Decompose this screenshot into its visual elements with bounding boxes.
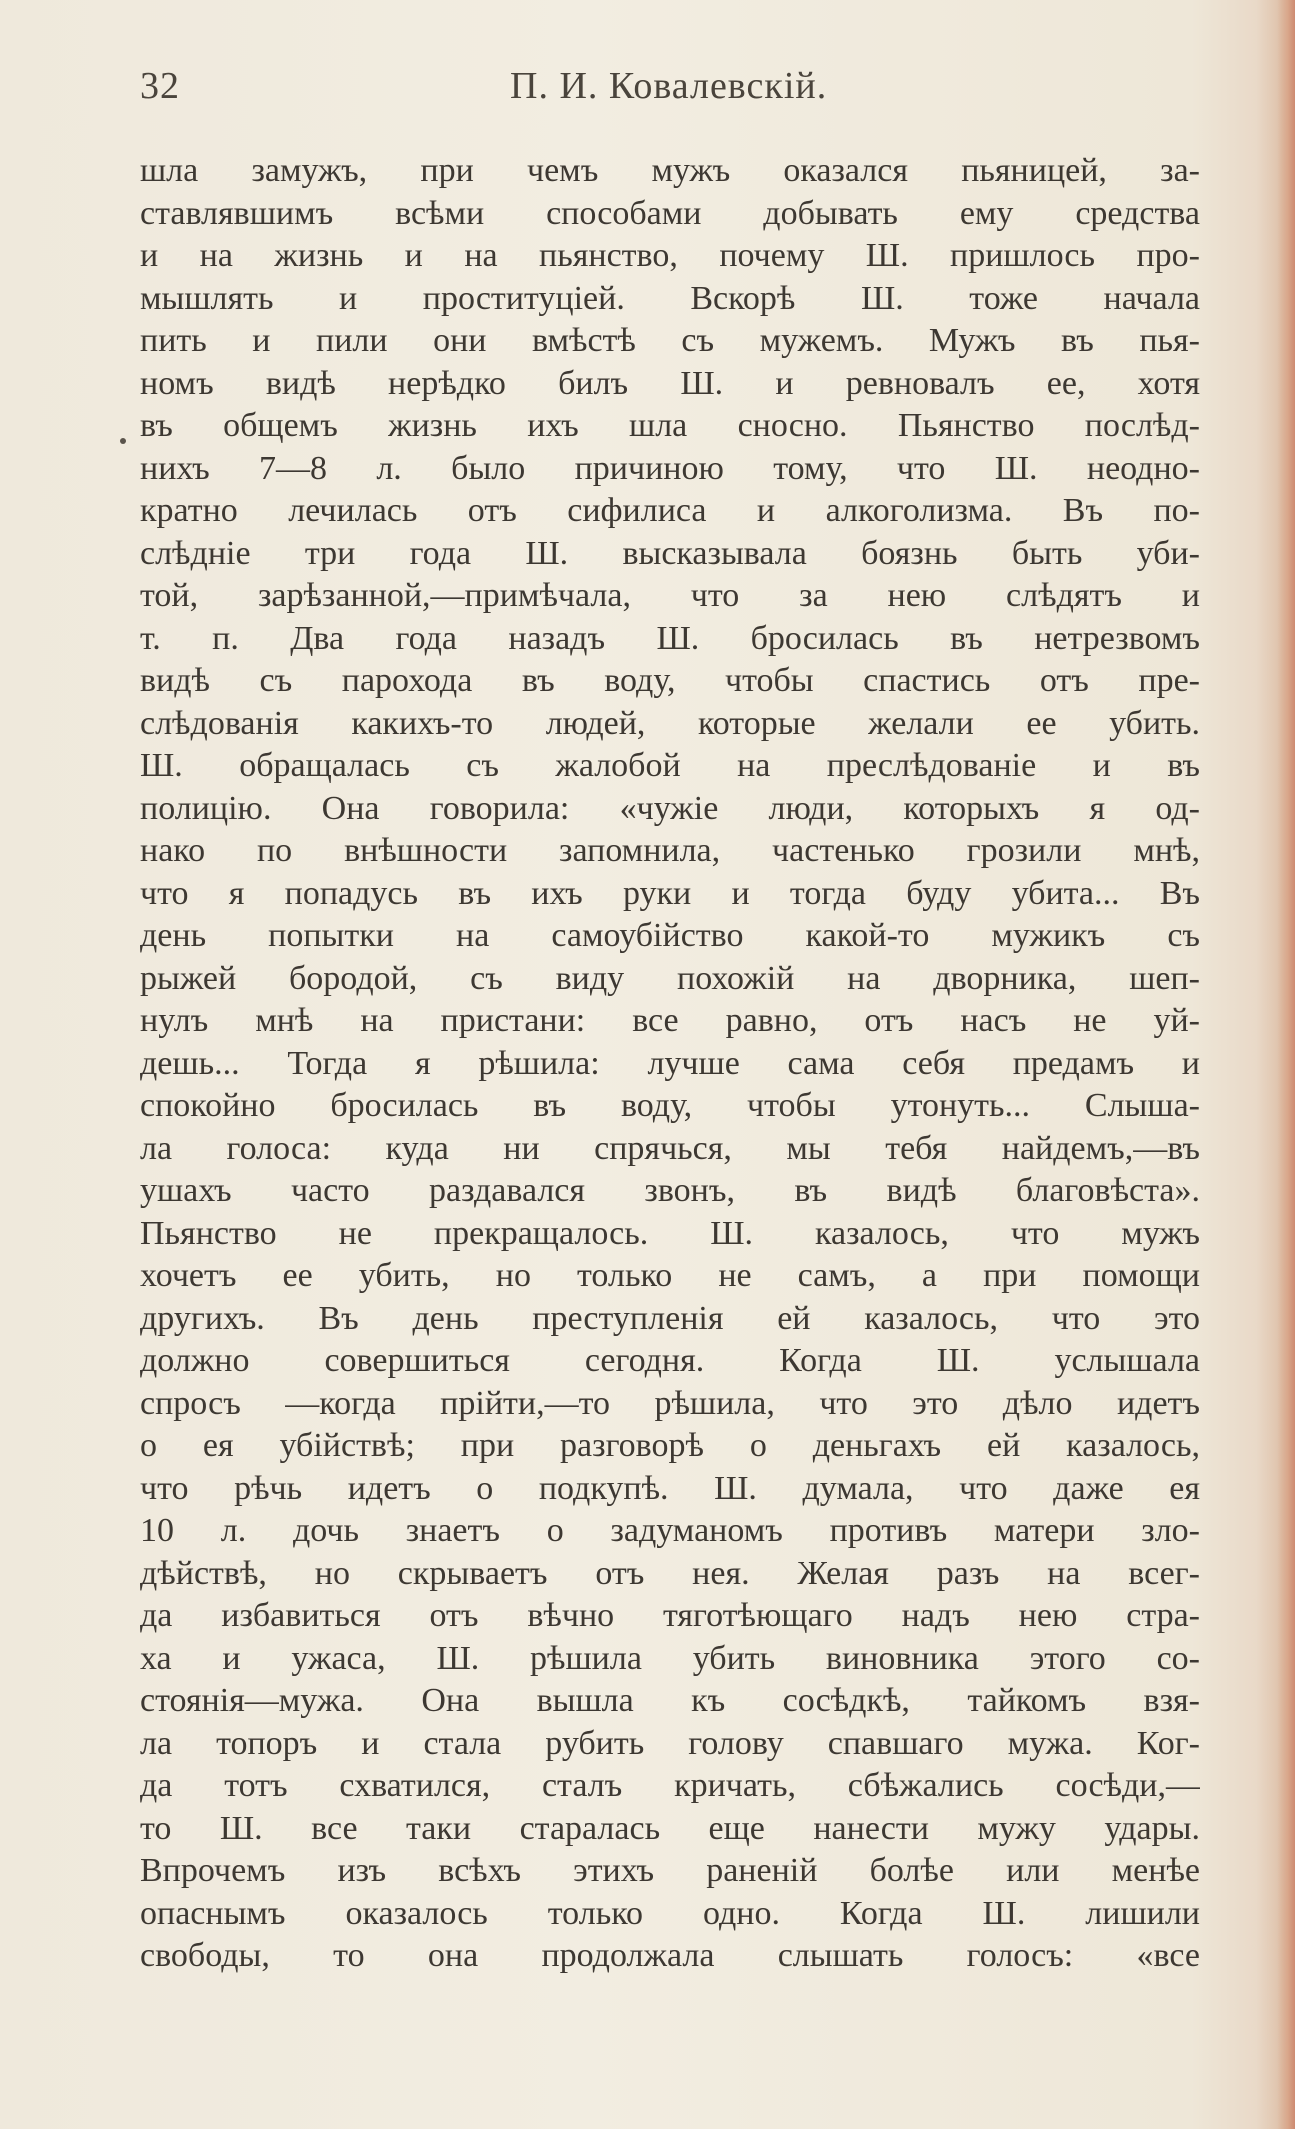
text-line: ха и ужаса, Ш. рѣшила убить виновника этого со- [140, 1639, 1200, 1677]
text-line: номъ видѣ нерѣдко билъ Ш. и ревновалъ ее, хотя [140, 364, 1200, 402]
text-line: дешь... Тогда я рѣшила: лучше сама себя предамъ и [140, 1044, 1200, 1082]
text-line: дѣйствѣ, но скрываетъ отъ нея. Желая разъ на всег- [140, 1554, 1200, 1592]
text-line: да избавиться отъ вѣчно тяготѣющаго надъ нею стра- [140, 1597, 1200, 1634]
text-line: Впрочемъ изъ всѣхъ этихъ раненій болѣе или менѣе [140, 1852, 1200, 1889]
text-line: стоянія—мужа. Она вышла къ сосѣдкѣ, тайкомъ взя- [140, 1682, 1200, 1719]
text-line: должно совершиться сегодня. Когда Ш. услышала [140, 1342, 1200, 1379]
text-line: той, зарѣзанной,—примѣчала, что за нею слѣдятъ и [140, 577, 1200, 614]
text-line: ушахъ часто раздавался звонъ, въ видѣ благовѣста». [140, 1172, 1200, 1209]
text-line: Ш. обращалась съ жалобой на преслѣдованіе и въ [140, 747, 1200, 784]
text-line: свободы, то она продолжала слышать голосъ: «все [140, 1937, 1200, 1974]
text-line: мышлять и проституціей. Вскорѣ Ш. тоже начала [140, 279, 1200, 317]
text-line: что я попадусь въ ихъ руки и тогда буду убита... Въ [140, 874, 1200, 912]
text-line: то Ш. все таки старалась еще нанести мужу удары. [140, 1809, 1200, 1847]
text-line: опаснымъ оказалось только одно. Когда Ш. лишили [140, 1894, 1200, 1932]
text-line: нако по внѣшности запомнила, частенько грозили мнѣ, [140, 832, 1200, 869]
text-line: да тотъ схватился, сталъ кричать, сбѣжались сосѣди,— [140, 1767, 1200, 1804]
text-line: ставлявшимъ всѣми способами добывать ему средства [140, 194, 1200, 232]
page-header [0, 58, 1295, 118]
body-text [140, 150, 1200, 1978]
text-line: и на жизнь и на пьянство, почему Ш. пришлось про- [140, 237, 1200, 274]
text-line: другихъ. Въ день преступленія ей казалось, что это [140, 1299, 1200, 1337]
text-line: ла голоса: куда ни спрячься, мы тебя найдемъ,—въ [140, 1129, 1200, 1167]
text-line: нулъ мнѣ на пристани: все равно, отъ насъ не уй- [140, 1002, 1200, 1039]
text-line: рыжей бородой, съ виду похожій на дворника, шеп- [140, 959, 1200, 997]
text-line: видѣ съ парохода въ воду, чтобы спастись отъ пре- [140, 662, 1200, 699]
text-line: полицію. Она говорила: «чужіе люди, которыхъ я од- [140, 789, 1200, 827]
page-number: 32 [140, 65, 180, 107]
text-line: Пьянство не прекращалось. Ш. казалось, что мужъ [140, 1214, 1200, 1252]
text-line: слѣдованія какихъ-то людей, которые желали ее убить. [140, 704, 1200, 742]
text-line: шла замужъ, при чемъ мужъ оказался пьяницей, за- [140, 152, 1200, 189]
text-line: кратно лечилась отъ сифилиса и алкоголизма. Въ по- [140, 492, 1200, 529]
text-line: 10 л. дочь знаетъ о задуманомъ противъ матери зло- [140, 1512, 1200, 1549]
text-line: хочетъ ее убить, но только не самъ, а при помощи [140, 1257, 1200, 1294]
text-line: о ея убійствѣ; при разговорѣ о деньгахъ ей казалось, [140, 1427, 1200, 1464]
text-line: въ общемъ жизнь ихъ шла сносно. Пьянство послѣд- [140, 407, 1200, 444]
text-line: спокойно бросилась въ воду, чтобы утонуть... Слыша- [140, 1087, 1200, 1124]
text-line: спросъ —когда прійти,—то рѣшила, что это дѣло идетъ [140, 1384, 1200, 1422]
running-head: П. И. Ковалевскій. [510, 65, 828, 107]
text-line: что рѣчь идетъ о подкупѣ. Ш. думала, что даже ея [140, 1469, 1200, 1507]
text-line: нихъ 7—8 л. было причиною тому, что Ш. неодно- [140, 449, 1200, 487]
text-line: т. п. Два года назадъ Ш. бросилась въ нетрезвомъ [140, 619, 1200, 657]
text-line: день попытки на самоубійство какой-то мужикъ съ [140, 917, 1200, 954]
margin-mark [120, 438, 126, 444]
text-line: слѣдніе три года Ш. высказывала боязнь быть уби- [140, 534, 1200, 572]
text-line: пить и пили они вмѣстѣ съ мужемъ. Мужъ въ пья- [140, 322, 1200, 359]
text-line: ла топоръ и стала рубить голову спавшаго мужа. Ког- [140, 1724, 1200, 1762]
page-edge-stain [1277, 0, 1295, 2129]
